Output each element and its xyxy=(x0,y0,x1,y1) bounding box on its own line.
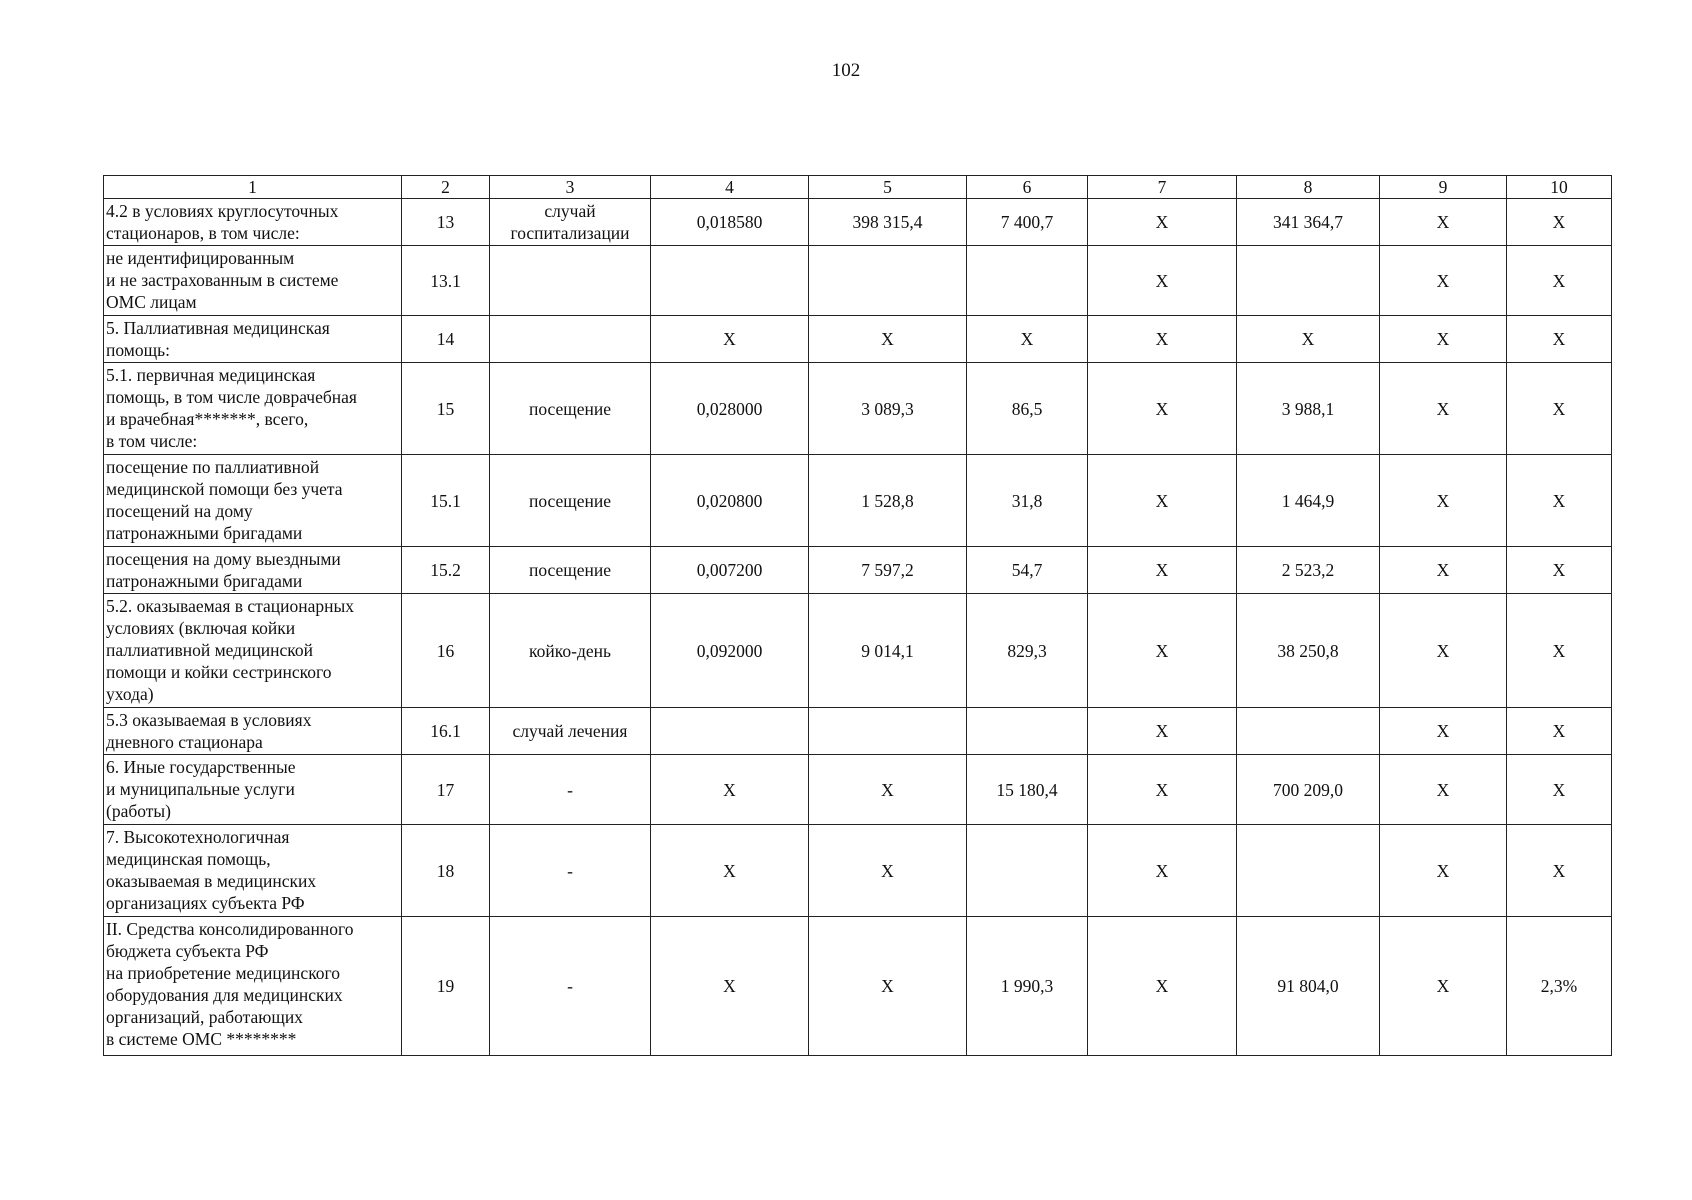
cell-text: 5. Паллиативная медицинская помощь: xyxy=(106,318,330,360)
table-cell xyxy=(402,316,490,363)
cell-text: случай лечения xyxy=(512,721,628,741)
table-cell xyxy=(1507,755,1612,825)
table-cell xyxy=(967,917,1088,1056)
cell-text: X xyxy=(1155,721,1169,741)
table-cell xyxy=(1237,755,1380,825)
cell-text: 17 xyxy=(436,779,455,800)
table-row xyxy=(104,246,1612,316)
table-cell xyxy=(967,246,1088,316)
cell-text: X xyxy=(881,860,894,881)
table-cell xyxy=(651,246,809,316)
table-cell xyxy=(402,917,490,1056)
table-row xyxy=(104,455,1612,547)
table-cell xyxy=(1088,825,1237,917)
page-number: 102 xyxy=(831,60,861,81)
row-name-cell xyxy=(104,594,402,708)
cell-text: X xyxy=(1155,490,1169,511)
cell-text: X xyxy=(1552,329,1566,349)
table-cell xyxy=(1088,708,1237,755)
cell-text: X xyxy=(881,329,894,349)
cell-text: 91 804,0 xyxy=(1277,976,1339,996)
table-cell xyxy=(967,708,1088,755)
cell-text: 1 990,3 xyxy=(1000,976,1054,996)
table-cell xyxy=(402,594,490,708)
cell-text: X xyxy=(1020,329,1034,349)
cell-text: X xyxy=(1155,398,1169,419)
cell-text: X xyxy=(1552,398,1566,419)
table-cell xyxy=(402,363,490,455)
cell-text: 5.3 оказываемая в условиях дневного стационара xyxy=(106,710,312,752)
cell-text: X xyxy=(1436,560,1450,580)
table-cell xyxy=(967,547,1088,594)
table-cell xyxy=(490,455,651,547)
table-cell xyxy=(967,316,1088,363)
table-cell xyxy=(1507,455,1612,547)
table-cell xyxy=(1380,708,1507,755)
cell-text: 2,3% xyxy=(1540,976,1578,996)
table-cell xyxy=(490,825,651,917)
cell-text: 7 597,2 xyxy=(861,560,914,580)
table-cell xyxy=(651,917,809,1056)
table-cell xyxy=(809,755,967,825)
row-name-cell xyxy=(104,455,402,547)
table-cell xyxy=(1237,708,1380,755)
row-name-cell xyxy=(104,246,402,316)
table-row xyxy=(104,708,1612,755)
cell-text: X xyxy=(723,779,736,800)
table-cell xyxy=(1237,547,1380,594)
cell-text: 38 250,8 xyxy=(1277,640,1339,661)
table-cell xyxy=(490,316,651,363)
cell-text: 16 xyxy=(436,640,455,661)
table-cell xyxy=(967,199,1088,246)
cell-text: 13 xyxy=(436,212,455,232)
cell-text: X xyxy=(1552,779,1566,800)
cell-text: X xyxy=(1155,976,1169,996)
cell-text: 9 014,1 xyxy=(861,640,914,661)
table-cell xyxy=(490,917,651,1056)
cell-text: 700 209,0 xyxy=(1273,779,1343,800)
cell-text: X xyxy=(1436,976,1450,996)
table-cell xyxy=(490,594,651,708)
cell-text: 14 xyxy=(436,329,455,349)
cell-text: X xyxy=(723,976,736,996)
cell-text: X xyxy=(1301,329,1315,349)
table-cell xyxy=(651,708,809,755)
table-cell xyxy=(402,246,490,316)
table-cell xyxy=(1380,199,1507,246)
cell-text: 15.1 xyxy=(430,490,461,511)
cell-text: посещения на дому выездными патронажными бригадами xyxy=(106,549,341,591)
table-cell xyxy=(967,755,1088,825)
table-cell xyxy=(490,547,651,594)
table-cell xyxy=(1088,199,1237,246)
cell-text: X xyxy=(1436,398,1450,419)
cell-text: 1 464,9 xyxy=(1281,490,1335,511)
header-cell: 4 xyxy=(651,176,809,199)
table-cell xyxy=(1088,917,1237,1056)
row-name-cell xyxy=(104,547,402,594)
cell-text: X xyxy=(881,976,894,996)
cell-text: X xyxy=(1155,779,1169,800)
table-cell xyxy=(1237,825,1380,917)
table-cell xyxy=(402,755,490,825)
table-cell xyxy=(1380,917,1507,1056)
cell-text: X xyxy=(1155,329,1169,349)
cell-text: X xyxy=(881,779,894,800)
cell-text: 398 315,4 xyxy=(852,212,923,232)
table-cell xyxy=(1380,246,1507,316)
table-cell xyxy=(967,455,1088,547)
cell-text: X xyxy=(1436,329,1450,349)
header-cell: 5 xyxy=(809,176,967,199)
table-cell xyxy=(402,199,490,246)
cell-text: 341 364,7 xyxy=(1273,212,1343,232)
cell-text: 0,020800 xyxy=(696,490,763,511)
cell-text: 3 988,1 xyxy=(1281,398,1335,419)
table-row xyxy=(104,547,1612,594)
cell-text: X xyxy=(723,329,736,349)
cell-text: II. Средства консолидированного бюджета субъекта РФ на приобретение медицинского оборудования для медицинских организаций, работающих в системе ОМС ******** xyxy=(106,919,354,1049)
cell-text: X xyxy=(1436,721,1450,741)
table-cell xyxy=(1507,594,1612,708)
table-cell xyxy=(402,547,490,594)
table-cell xyxy=(809,825,967,917)
cell-text: случай госпитализации xyxy=(510,201,630,243)
cell-text: X xyxy=(1552,860,1566,881)
cell-text: 13.1 xyxy=(430,270,461,291)
table-cell xyxy=(809,316,967,363)
table-cell xyxy=(967,363,1088,455)
header-cell: 8 xyxy=(1237,176,1380,199)
table-cell xyxy=(1237,199,1380,246)
cell-text: 86,5 xyxy=(1011,398,1043,419)
header-row xyxy=(104,176,1612,199)
cell-text: X xyxy=(1155,560,1169,580)
table-cell xyxy=(1507,316,1612,363)
table-cell xyxy=(809,594,967,708)
table-cell xyxy=(490,708,651,755)
table-cell xyxy=(809,246,967,316)
table-cell xyxy=(651,199,809,246)
table-row xyxy=(104,316,1612,363)
cell-text: посещение xyxy=(528,398,612,419)
row-name-cell xyxy=(104,917,402,1056)
cell-text: 0,018580 xyxy=(696,212,763,232)
cell-text: X xyxy=(1436,640,1450,661)
table-cell xyxy=(1088,455,1237,547)
table-cell xyxy=(1088,755,1237,825)
table-cell xyxy=(1380,594,1507,708)
cell-text: X xyxy=(1436,212,1450,232)
table-row xyxy=(104,755,1612,825)
table-cell xyxy=(1380,363,1507,455)
cell-text: X xyxy=(1436,779,1450,800)
cell-text: койко-день xyxy=(529,640,611,661)
row-name-cell xyxy=(104,708,402,755)
table-row xyxy=(104,363,1612,455)
table-cell xyxy=(1380,316,1507,363)
cell-text: - xyxy=(567,860,573,881)
table-cell xyxy=(1380,547,1507,594)
cell-text: посещение xyxy=(528,490,612,511)
header-cell: 1 xyxy=(104,176,402,199)
cell-text: X xyxy=(1155,860,1169,881)
header-cell: 2 xyxy=(402,176,490,199)
cell-text: 829,3 xyxy=(1007,640,1047,661)
cell-text: 6. Иные государственные и муниципальные услуги (работы) xyxy=(106,757,296,821)
table-cell xyxy=(651,363,809,455)
cell-text: - xyxy=(567,976,573,996)
table-cell xyxy=(402,825,490,917)
table-cell xyxy=(809,363,967,455)
table-cell xyxy=(1237,316,1380,363)
table-row xyxy=(104,594,1612,708)
cell-text: 18 xyxy=(436,860,455,881)
cell-text: 0,007200 xyxy=(696,560,763,580)
cell-text: X xyxy=(723,860,736,881)
cell-text: X xyxy=(1552,721,1566,741)
table-cell xyxy=(490,363,651,455)
cell-text: 0,028000 xyxy=(696,398,763,419)
row-name-cell xyxy=(104,363,402,455)
cell-text: 0,092000 xyxy=(696,640,763,661)
table-cell xyxy=(1507,246,1612,316)
cell-text: 16.1 xyxy=(430,721,461,741)
table-cell xyxy=(1237,363,1380,455)
data-table xyxy=(103,175,1612,1056)
cell-text: X xyxy=(1552,490,1566,511)
table-cell xyxy=(1088,363,1237,455)
cell-text: 5.1. первичная медицинская помощь, в том числе доврачебная и врачебная*******, всего, в том числе: xyxy=(106,365,357,451)
cell-text: 15 xyxy=(436,398,455,419)
cell-text: посещение xyxy=(528,560,612,580)
table-cell xyxy=(1507,825,1612,917)
cell-text: 7 400,7 xyxy=(1000,212,1054,232)
table-cell xyxy=(1507,199,1612,246)
table-cell xyxy=(1088,594,1237,708)
cell-text: X xyxy=(1155,640,1169,661)
cell-text: 5.2. оказываемая в стационарных условиях (включая койки паллиативной медицинской помощи и койки сестринского ухода) xyxy=(106,596,355,704)
table-cell xyxy=(651,594,809,708)
table-cell xyxy=(402,455,490,547)
cell-text: 54,7 xyxy=(1011,560,1043,580)
table-cell xyxy=(651,547,809,594)
cell-text: X xyxy=(1552,560,1566,580)
row-name-cell xyxy=(104,199,402,246)
cell-text: X xyxy=(1155,270,1169,291)
table-cell xyxy=(490,755,651,825)
table-cell xyxy=(1237,455,1380,547)
cell-text: 1 528,8 xyxy=(861,490,914,511)
table-cell xyxy=(490,199,651,246)
cell-text: X xyxy=(1436,490,1450,511)
row-name-cell xyxy=(104,825,402,917)
table-cell xyxy=(1237,246,1380,316)
cell-text: X xyxy=(1436,860,1450,881)
header-cell: 7 xyxy=(1088,176,1237,199)
table-cell xyxy=(1507,363,1612,455)
table-cell xyxy=(809,547,967,594)
table-cell xyxy=(651,825,809,917)
cell-text: не идентифицированным и не застрахованным в системе ОМС лицам xyxy=(106,248,339,312)
table-cell xyxy=(1237,594,1380,708)
table-cell xyxy=(651,455,809,547)
cell-text: 2 523,2 xyxy=(1281,560,1335,580)
cell-text: - xyxy=(567,779,573,800)
table-cell xyxy=(1507,708,1612,755)
cell-text: 3 089,3 xyxy=(861,398,914,419)
cell-text: X xyxy=(1552,640,1566,661)
row-name-cell xyxy=(104,316,402,363)
table-cell xyxy=(651,755,809,825)
cell-text: X xyxy=(1436,270,1450,291)
table-cell xyxy=(1237,917,1380,1056)
cell-text: 4.2 в условиях круглосуточных стационаров, в том числе: xyxy=(106,201,339,243)
table-cell xyxy=(1380,825,1507,917)
cell-text: 15 180,4 xyxy=(996,779,1058,800)
table-cell xyxy=(809,199,967,246)
table-row xyxy=(104,199,1612,246)
table-cell xyxy=(1088,547,1237,594)
table-cell xyxy=(490,246,651,316)
header-cell: 9 xyxy=(1380,176,1507,199)
header-cell: 10 xyxy=(1507,176,1612,199)
table-cell xyxy=(651,316,809,363)
table-cell xyxy=(1380,455,1507,547)
table-row xyxy=(104,917,1612,1056)
table-cell xyxy=(402,708,490,755)
table-cell xyxy=(809,917,967,1056)
header-cell: 6 xyxy=(967,176,1088,199)
cell-text: 15.2 xyxy=(430,560,461,580)
cell-text: 19 xyxy=(436,976,455,996)
table-cell xyxy=(1507,917,1612,1056)
table-cell xyxy=(809,455,967,547)
cell-text: 31,8 xyxy=(1011,490,1043,511)
cell-text: 7. Высокотехнологичная медицинская помощь, оказываемая в медицинских организациях субъекта РФ xyxy=(106,827,317,913)
table-cell xyxy=(809,708,967,755)
table-body xyxy=(104,176,1612,1056)
table-cell xyxy=(1088,316,1237,363)
table-cell xyxy=(967,594,1088,708)
table-cell xyxy=(1088,246,1237,316)
cell-text: X xyxy=(1552,270,1566,291)
cell-text: X xyxy=(1552,212,1566,232)
row-name-cell xyxy=(104,755,402,825)
table-cell xyxy=(967,825,1088,917)
table-cell xyxy=(1507,547,1612,594)
cell-text: X xyxy=(1155,212,1169,232)
cell-text: посещение по паллиативной медицинской помощи без учета посещений на дому патронажными бригадами xyxy=(106,457,343,543)
table-row xyxy=(104,825,1612,917)
header-cell: 3 xyxy=(490,176,651,199)
table-cell xyxy=(1380,755,1507,825)
